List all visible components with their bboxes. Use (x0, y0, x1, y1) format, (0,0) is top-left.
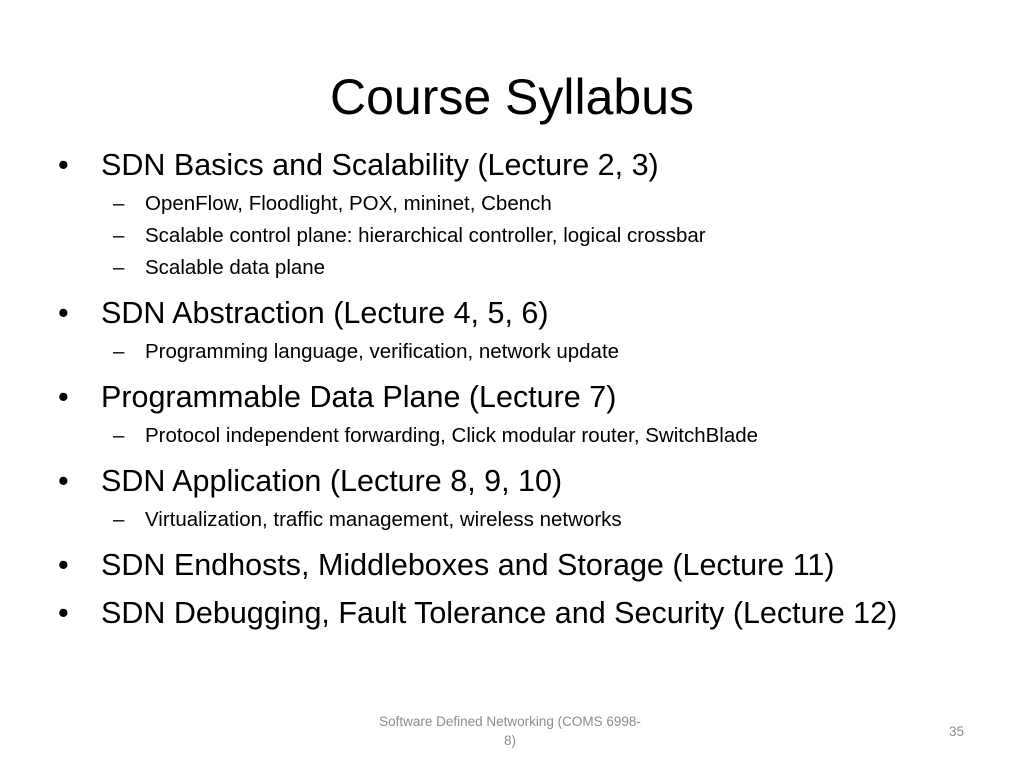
dash-icon: – (113, 340, 125, 363)
footer-line: Software Defined Networking (COMS 6998- (379, 714, 641, 729)
footer-line: 8) (503, 733, 516, 748)
sub-item (58, 420, 978, 452)
bullet-dot-icon: • (58, 380, 69, 414)
bullet-item (58, 546, 978, 584)
bullet-dot-icon: • (58, 596, 69, 630)
bullet-dot-icon: • (58, 548, 69, 582)
bullet-text: SDN Basics and Scalability (Lecture 2, 3) (101, 148, 659, 182)
sub-item (58, 188, 978, 220)
slide-footer (350, 712, 670, 750)
sub-item (58, 220, 978, 252)
sub-text: Programming language, verification, network update (145, 340, 620, 363)
bullet-text: SDN Endhosts, Middleboxes and Storage (Lecture 11) (101, 548, 835, 582)
sub-text: Scalable control plane: hierarchical controller, logical crossbar (145, 224, 706, 247)
dash-icon: – (113, 424, 125, 447)
bullet-dot-icon: • (58, 148, 69, 182)
slide-title: Course Syllabus (329, 69, 695, 125)
page-number: 35 (948, 724, 964, 739)
dash-icon: – (113, 256, 125, 279)
bullet-list (58, 146, 978, 632)
sub-list (58, 336, 978, 368)
sub-item (58, 504, 978, 536)
dash-icon: – (113, 508, 125, 531)
bullet-text: Programmable Data Plane (Lecture 7) (101, 380, 617, 414)
bullet-dot-icon: • (58, 296, 69, 330)
sub-list (58, 504, 978, 536)
bullet-text: SDN Abstraction (Lecture 4, 5, 6) (101, 296, 549, 330)
bullet-item (58, 378, 978, 416)
sub-text: OpenFlow, Floodlight, POX, mininet, Cbench (145, 192, 552, 215)
bullet-dot-icon: • (58, 464, 69, 498)
bullet-item (58, 294, 978, 332)
sub-item (58, 336, 978, 368)
sub-text: Protocol independent forwarding, Click modular router, SwitchBlade (145, 424, 759, 447)
sub-text: Scalable data plane (145, 256, 326, 279)
sub-item (58, 252, 978, 284)
dash-icon: – (113, 192, 125, 215)
bullet-item (58, 462, 978, 500)
bullet-item (58, 146, 978, 184)
bullet-text: SDN Debugging, Fault Tolerance and Security (Lecture 12) (101, 596, 898, 630)
sub-text: Virtualization, traffic management, wireless networks (145, 508, 622, 531)
sub-list (58, 188, 978, 284)
dash-icon: – (113, 224, 125, 247)
bullet-item (58, 594, 978, 632)
bullet-text: SDN Application (Lecture 8, 9, 10) (101, 464, 563, 498)
sub-list (58, 420, 978, 452)
